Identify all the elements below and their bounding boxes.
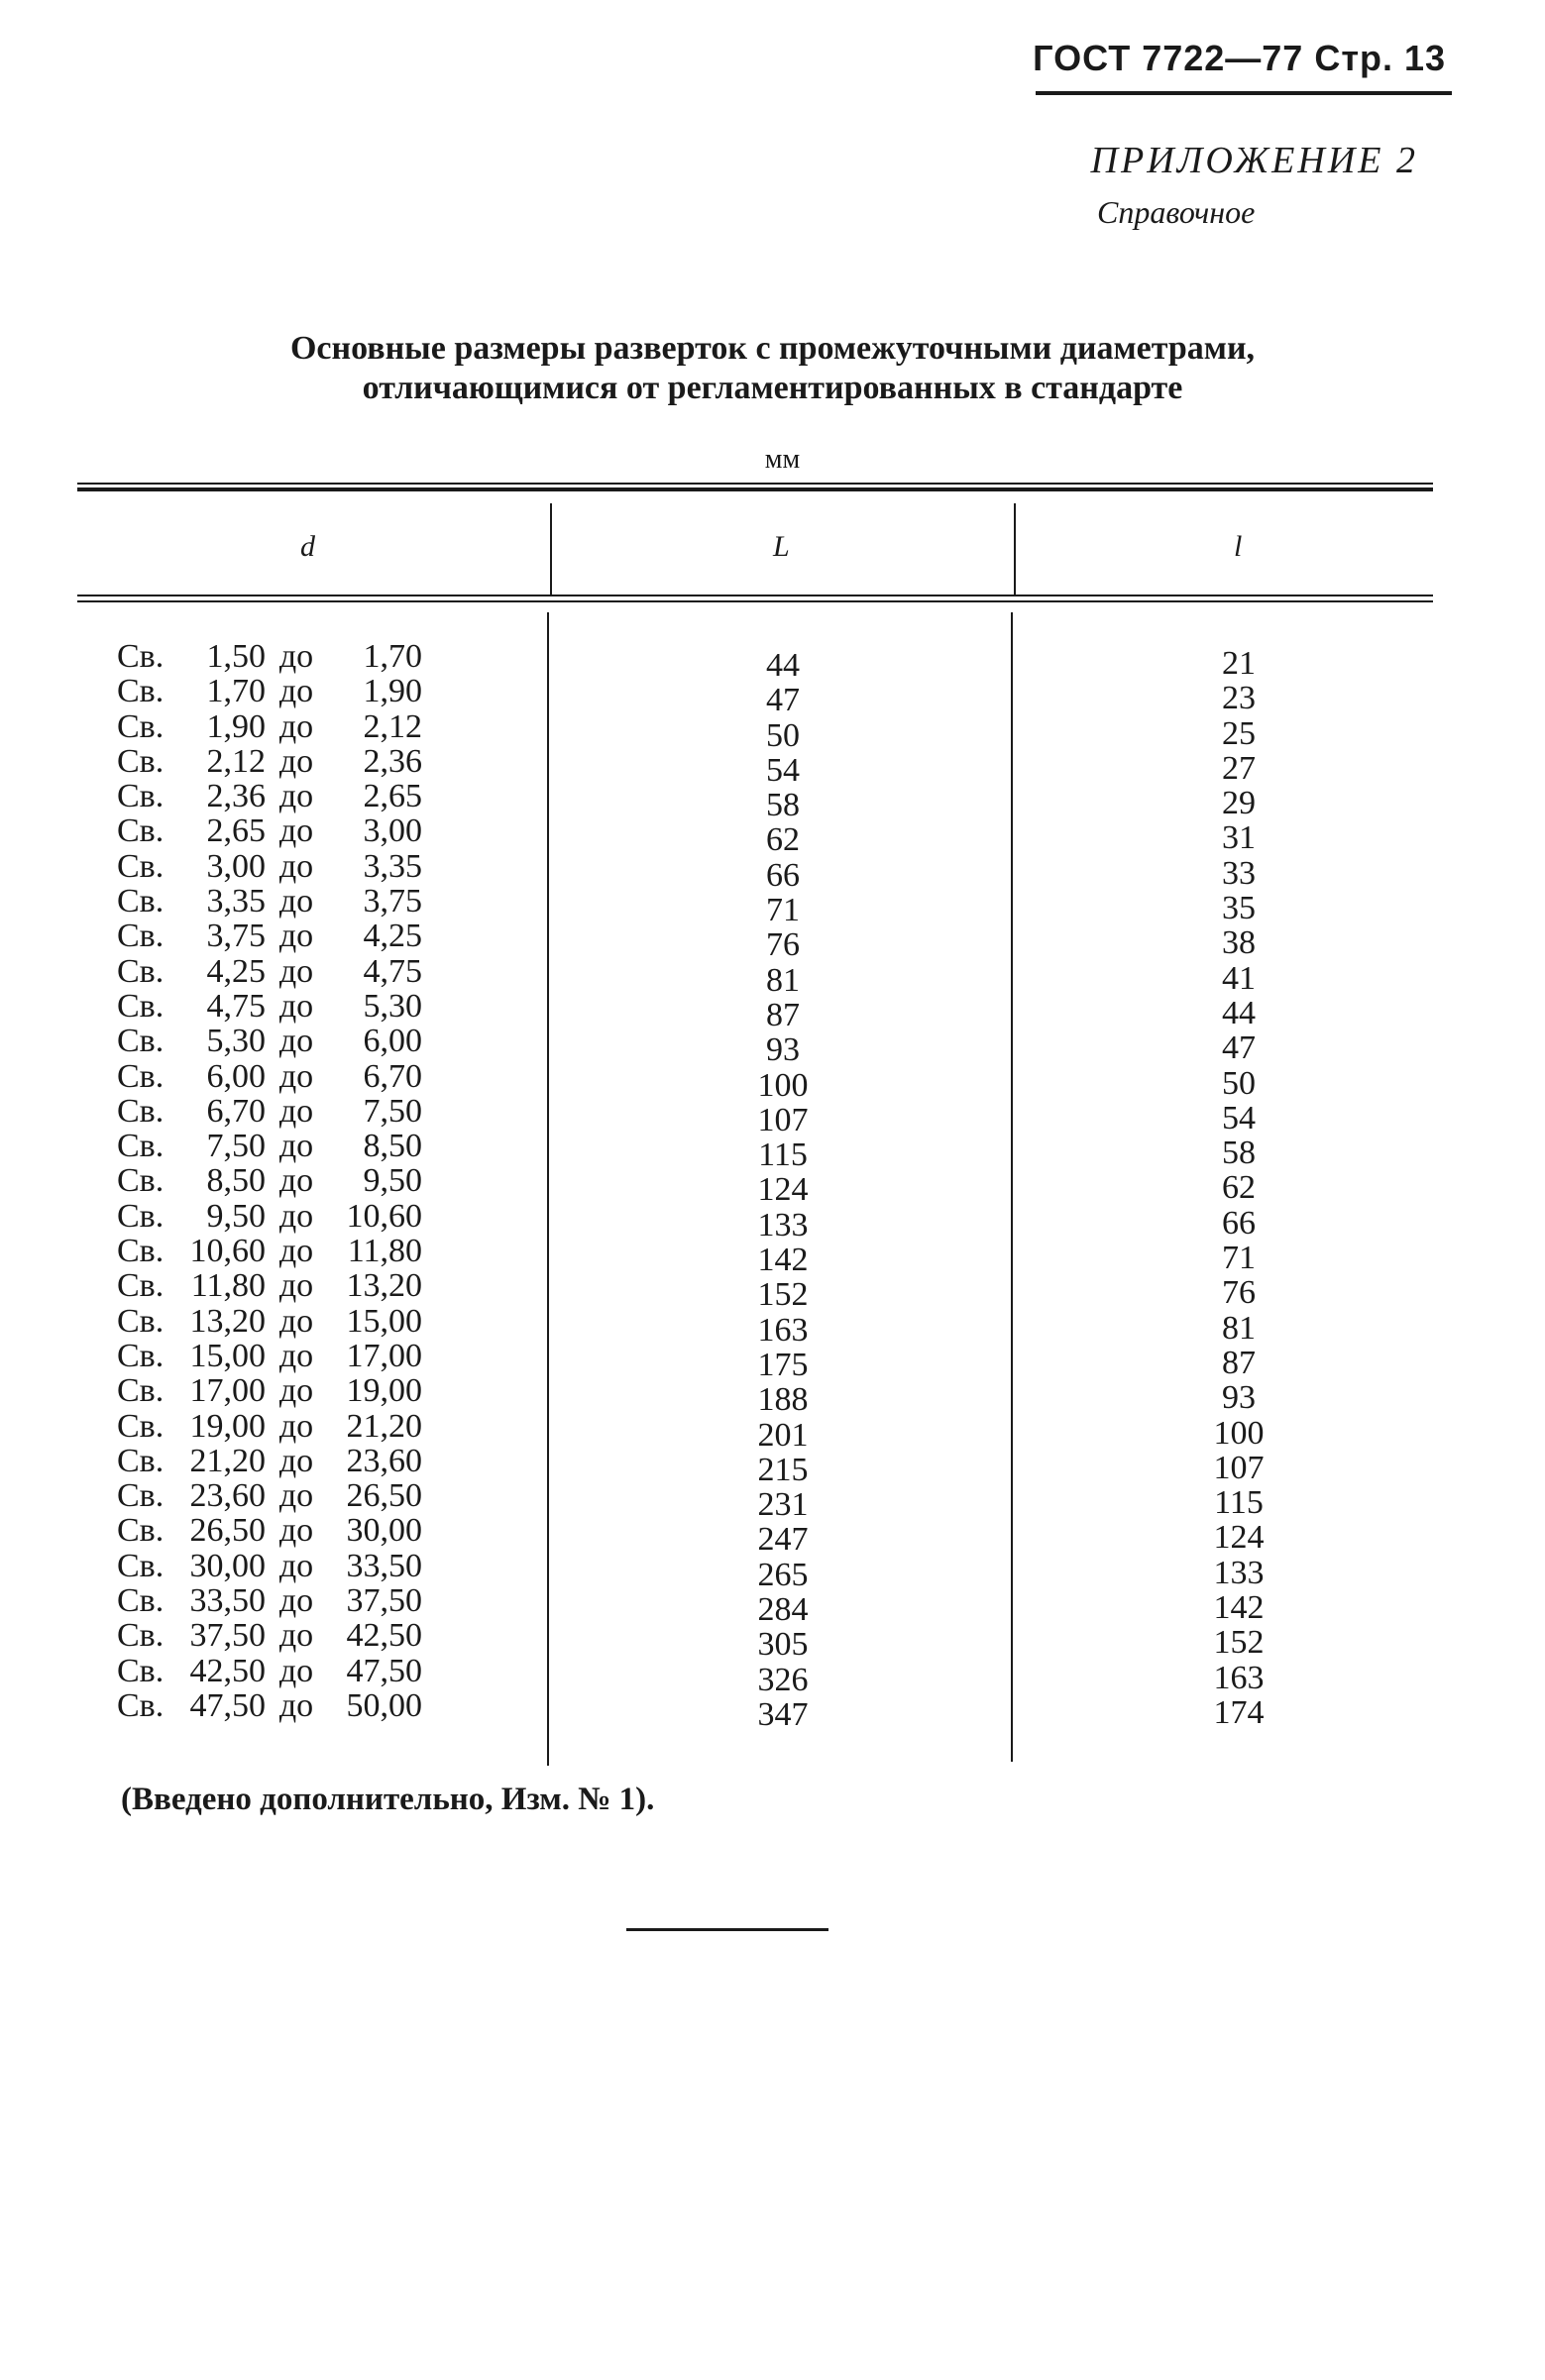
row-to-value: 21,20	[346, 1407, 422, 1445]
row-to-value: 19,00	[346, 1372, 422, 1410]
row-prefix: Св.	[117, 1372, 165, 1410]
row-from-value: 33,50	[189, 1582, 266, 1620]
table-cell-l: 152	[1213, 1624, 1265, 1662]
table-cell-L: 284	[757, 1591, 809, 1629]
row-prefix: Св.	[117, 1162, 165, 1200]
row-prefix: Св.	[117, 742, 165, 780]
row-prefix: Св.	[117, 918, 165, 955]
table-title-line-1: Основные размеры разверток с промежуточными диаметрами,	[289, 330, 1256, 367]
row-to-value: 33,50	[346, 1547, 422, 1584]
table-row-d	[117, 1234, 444, 1268]
row-to-value: 2,36	[363, 742, 422, 780]
row-from-value: 9,50	[206, 1197, 266, 1235]
table-cell-L: 326	[757, 1661, 809, 1698]
table-row-d	[117, 849, 444, 884]
table-cell-l: 62	[1222, 1169, 1256, 1207]
table-top-rule-bold	[77, 487, 1433, 491]
row-separator: до	[278, 1547, 314, 1584]
row-prefix: Св.	[117, 1197, 165, 1235]
row-to-value: 3,00	[363, 812, 422, 850]
row-separator: до	[278, 742, 314, 780]
table-cell-L: 188	[757, 1381, 809, 1419]
table-cell-l: 58	[1222, 1135, 1256, 1172]
row-separator: до	[278, 1197, 314, 1235]
table-cell-l: 35	[1222, 890, 1256, 927]
row-from-value: 3,35	[206, 883, 266, 920]
row-prefix: Св.	[117, 1057, 165, 1095]
row-prefix: Св.	[117, 812, 165, 850]
row-from-value: 4,75	[206, 987, 266, 1025]
row-to-value: 17,00	[346, 1337, 422, 1374]
table-title	[0, 329, 1545, 408]
row-separator: до	[278, 1512, 314, 1550]
row-from-value: 4,25	[206, 952, 266, 990]
row-from-value: 47,50	[189, 1686, 266, 1724]
table-cell-L: 265	[757, 1556, 809, 1593]
table-row-d	[117, 1059, 444, 1094]
row-to-value: 13,20	[346, 1267, 422, 1305]
row-prefix: Св.	[117, 1652, 165, 1689]
table-cell-L: 93	[766, 1031, 800, 1069]
table-row-d	[117, 1688, 444, 1723]
table-cell-L: 100	[757, 1066, 809, 1104]
row-to-value: 3,75	[363, 883, 422, 920]
row-to-value: 7,50	[363, 1092, 422, 1130]
column-d-values	[117, 639, 444, 1723]
table-cell-L: 175	[757, 1346, 809, 1383]
table-cell-l: 142	[1213, 1589, 1265, 1627]
table-row-d	[117, 1618, 444, 1653]
row-from-value: 6,00	[206, 1057, 266, 1095]
table-cell-l: 54	[1222, 1099, 1256, 1136]
row-separator: до	[278, 638, 314, 675]
row-to-value: 50,00	[346, 1686, 422, 1724]
table-cell-l: 174	[1213, 1693, 1265, 1731]
table-cell-l: 31	[1222, 819, 1256, 857]
row-separator: до	[278, 1652, 314, 1689]
row-separator: до	[278, 847, 314, 885]
column-l-values	[1159, 646, 1318, 1730]
row-to-value: 10,60	[346, 1197, 422, 1235]
row-to-value: 8,50	[363, 1128, 422, 1165]
table-cell-L: 47	[766, 682, 800, 719]
row-prefix: Св.	[117, 883, 165, 920]
table-row-d	[117, 1478, 444, 1513]
row-prefix: Св.	[117, 1407, 165, 1445]
header-rule	[1036, 91, 1452, 95]
row-separator: до	[278, 1057, 314, 1095]
row-from-value: 26,50	[189, 1512, 266, 1550]
table-row-d	[117, 674, 444, 708]
table-row-d	[117, 1513, 444, 1548]
row-separator: до	[278, 1337, 314, 1374]
table-cell-l: 23	[1222, 680, 1256, 717]
row-prefix: Св.	[117, 1582, 165, 1620]
table-row-d	[117, 1444, 444, 1478]
row-prefix: Св.	[117, 847, 165, 885]
header-bottom-rule-double	[77, 600, 1433, 602]
row-to-value: 15,00	[346, 1302, 422, 1340]
table-cell-L: 44	[766, 647, 800, 684]
table-row-d	[117, 744, 444, 779]
row-to-value: 1,70	[363, 638, 422, 675]
row-from-value: 37,50	[189, 1617, 266, 1655]
row-from-value: 5,30	[206, 1023, 266, 1060]
table-cell-L: 215	[757, 1451, 809, 1488]
unit-label: мм	[764, 444, 801, 475]
row-prefix: Св.	[117, 673, 165, 710]
row-separator: до	[278, 1267, 314, 1305]
row-to-value: 1,90	[363, 673, 422, 710]
row-separator: до	[278, 673, 314, 710]
table-cell-l: 87	[1222, 1344, 1256, 1381]
table-row-d	[117, 1654, 444, 1688]
table-cell-l: 133	[1213, 1554, 1265, 1591]
row-to-value: 4,25	[363, 918, 422, 955]
row-prefix: Св.	[117, 707, 165, 745]
row-to-value: 4,75	[363, 952, 422, 990]
table-cell-l: 38	[1222, 924, 1256, 962]
row-separator: до	[278, 1023, 314, 1060]
appendix-subtitle: Справочное	[1097, 194, 1256, 230]
table-cell-L: 71	[766, 892, 800, 929]
row-from-value: 2,36	[206, 778, 266, 815]
row-prefix: Св.	[117, 1337, 165, 1374]
table-row-d	[117, 1094, 444, 1129]
row-from-value: 17,00	[189, 1372, 266, 1410]
row-prefix: Св.	[117, 638, 165, 675]
end-rule	[626, 1928, 828, 1931]
row-prefix: Св.	[117, 1617, 165, 1655]
row-from-value: 11,80	[190, 1267, 266, 1305]
table-cell-L: 107	[757, 1101, 809, 1138]
row-to-value: 26,50	[346, 1477, 422, 1515]
table-row-d	[117, 1339, 444, 1373]
table-cell-l: 33	[1222, 854, 1256, 892]
header-bottom-rule	[77, 595, 1433, 596]
row-from-value: 2,65	[206, 812, 266, 850]
table-row-d	[117, 779, 444, 813]
column-divider-2-body	[1011, 612, 1013, 1762]
table-cell-L: 76	[766, 926, 800, 964]
row-from-value: 1,70	[206, 673, 266, 710]
row-prefix: Св.	[117, 1477, 165, 1515]
table-cell-l: 163	[1213, 1659, 1265, 1696]
table-cell-l: 93	[1222, 1379, 1256, 1417]
column-divider-2-head	[1014, 503, 1016, 595]
row-separator: до	[278, 707, 314, 745]
table-row-d	[117, 1373, 444, 1408]
column-divider-1-body	[547, 612, 549, 1766]
row-from-value: 7,50	[206, 1128, 266, 1165]
table-cell-l: 21	[1222, 645, 1256, 682]
row-prefix: Св.	[117, 778, 165, 815]
row-separator: до	[278, 987, 314, 1025]
table-cell-L: 142	[757, 1242, 809, 1279]
table-cell-l: 66	[1222, 1204, 1256, 1242]
table-row-d	[117, 954, 444, 989]
table-row-d	[117, 1304, 444, 1339]
row-separator: до	[278, 918, 314, 955]
table-cell-l: 71	[1222, 1240, 1256, 1277]
row-prefix: Св.	[117, 1547, 165, 1584]
row-to-value: 6,00	[363, 1023, 422, 1060]
table-cell-L: 58	[766, 787, 800, 824]
table-cell-l: 41	[1222, 959, 1256, 997]
row-separator: до	[278, 1128, 314, 1165]
table-cell-l: 76	[1222, 1274, 1256, 1312]
table-cell-L: 50	[766, 716, 800, 754]
row-from-value: 23,60	[189, 1477, 266, 1515]
row-to-value: 42,50	[346, 1617, 422, 1655]
row-prefix: Св.	[117, 1686, 165, 1724]
row-prefix: Св.	[117, 987, 165, 1025]
table-row-d	[117, 1129, 444, 1163]
row-to-value: 3,35	[363, 847, 422, 885]
row-prefix: Св.	[117, 952, 165, 990]
row-to-value: 37,50	[346, 1582, 422, 1620]
table-row-d	[117, 989, 444, 1024]
row-separator: до	[278, 778, 314, 815]
row-to-value: 11,80	[347, 1233, 422, 1270]
column-header-L: L	[773, 530, 790, 563]
standard-reference: ГОСТ 7722—77 Стр. 13	[1033, 38, 1446, 78]
row-prefix: Св.	[117, 1233, 165, 1270]
row-separator: до	[278, 1477, 314, 1515]
row-from-value: 2,12	[206, 742, 266, 780]
row-separator: до	[278, 1372, 314, 1410]
row-from-value: 8,50	[206, 1162, 266, 1200]
row-to-value: 2,65	[363, 778, 422, 815]
row-prefix: Св.	[117, 1092, 165, 1130]
table-row-d	[117, 639, 444, 674]
table-cell-L: 247	[757, 1521, 809, 1559]
table-cell-l: 124	[1213, 1519, 1265, 1557]
table-top-rule	[77, 483, 1433, 485]
table-cell-l: 50	[1222, 1064, 1256, 1102]
row-prefix: Св.	[117, 1302, 165, 1340]
table-cell-l: 100	[1213, 1414, 1265, 1452]
row-separator: до	[278, 883, 314, 920]
row-separator: до	[278, 952, 314, 990]
table-row-d	[117, 919, 444, 953]
row-from-value: 42,50	[189, 1652, 266, 1689]
column-divider-1-head	[550, 503, 552, 595]
table-cell-L: 62	[766, 821, 800, 859]
row-from-value: 21,20	[189, 1442, 266, 1479]
row-separator: до	[278, 1442, 314, 1479]
appendix-title: ПРИЛОЖЕНИЕ 2	[1090, 140, 1418, 181]
row-separator: до	[278, 1617, 314, 1655]
row-from-value: 10,60	[189, 1233, 266, 1270]
table-cell-l: 25	[1222, 714, 1256, 752]
table-cell-L: 87	[766, 996, 800, 1033]
row-separator: до	[278, 1686, 314, 1724]
row-separator: до	[278, 1302, 314, 1340]
row-from-value: 15,00	[189, 1337, 266, 1374]
table-cell-l: 47	[1222, 1029, 1256, 1067]
row-from-value: 30,00	[189, 1547, 266, 1584]
table-title-line-2: отличающимися от регламентированных в стандарте	[362, 370, 1183, 406]
table-cell-L: 66	[766, 856, 800, 894]
table-cell-L: 54	[766, 751, 800, 789]
row-from-value: 13,20	[189, 1302, 266, 1340]
table-cell-l: 81	[1222, 1309, 1256, 1347]
row-to-value: 23,60	[346, 1442, 422, 1479]
row-from-value: 1,90	[206, 707, 266, 745]
row-prefix: Св.	[117, 1512, 165, 1550]
column-header-l: l	[1234, 530, 1243, 563]
row-prefix: Св.	[117, 1023, 165, 1060]
column-L-values	[694, 648, 872, 1732]
row-separator: до	[278, 1407, 314, 1445]
row-prefix: Св.	[117, 1442, 165, 1479]
row-separator: до	[278, 1092, 314, 1130]
row-separator: до	[278, 1162, 314, 1200]
row-separator: до	[278, 1233, 314, 1270]
table-cell-l: 27	[1222, 749, 1256, 787]
row-prefix: Св.	[117, 1267, 165, 1305]
table-row-d	[117, 709, 444, 744]
table-cell-L: 231	[757, 1486, 809, 1524]
table-row-d	[117, 1163, 444, 1198]
table-cell-l: 44	[1222, 994, 1256, 1031]
row-from-value: 6,70	[206, 1092, 266, 1130]
table-cell-L: 305	[757, 1626, 809, 1664]
footnote: (Введено дополнительно, Изм. № 1).	[121, 1782, 655, 1817]
table-row-d	[117, 884, 444, 919]
row-to-value: 47,50	[346, 1652, 422, 1689]
row-to-value: 30,00	[346, 1512, 422, 1550]
row-from-value: 19,00	[189, 1407, 266, 1445]
row-from-value: 3,75	[206, 918, 266, 955]
table-row-d	[117, 1268, 444, 1303]
column-header-d: d	[300, 530, 315, 563]
row-separator: до	[278, 812, 314, 850]
table-cell-L: 81	[766, 961, 800, 999]
table-row-d	[117, 1409, 444, 1444]
table-cell-L: 133	[757, 1206, 809, 1244]
table-cell-l: 29	[1222, 785, 1256, 822]
row-from-value: 1,50	[206, 638, 266, 675]
table-cell-L: 124	[757, 1171, 809, 1209]
table-row-d	[117, 813, 444, 848]
row-from-value: 3,00	[206, 847, 266, 885]
row-to-value: 5,30	[363, 987, 422, 1025]
table-row-d	[117, 1549, 444, 1583]
table-cell-L: 115	[758, 1136, 808, 1174]
table-cell-l: 107	[1213, 1449, 1265, 1486]
row-separator: до	[278, 1582, 314, 1620]
table-row-d	[117, 1583, 444, 1618]
row-to-value: 9,50	[363, 1162, 422, 1200]
row-prefix: Св.	[117, 1128, 165, 1165]
table-row-d	[117, 1024, 444, 1058]
row-to-value: 6,70	[363, 1057, 422, 1095]
table-cell-L: 152	[757, 1276, 809, 1314]
table-row-d	[117, 1199, 444, 1234]
row-to-value: 2,12	[363, 707, 422, 745]
table-cell-l: 115	[1214, 1484, 1264, 1522]
table-cell-L: 347	[757, 1695, 809, 1733]
table-cell-L: 201	[757, 1416, 809, 1454]
table-cell-L: 163	[757, 1311, 809, 1349]
